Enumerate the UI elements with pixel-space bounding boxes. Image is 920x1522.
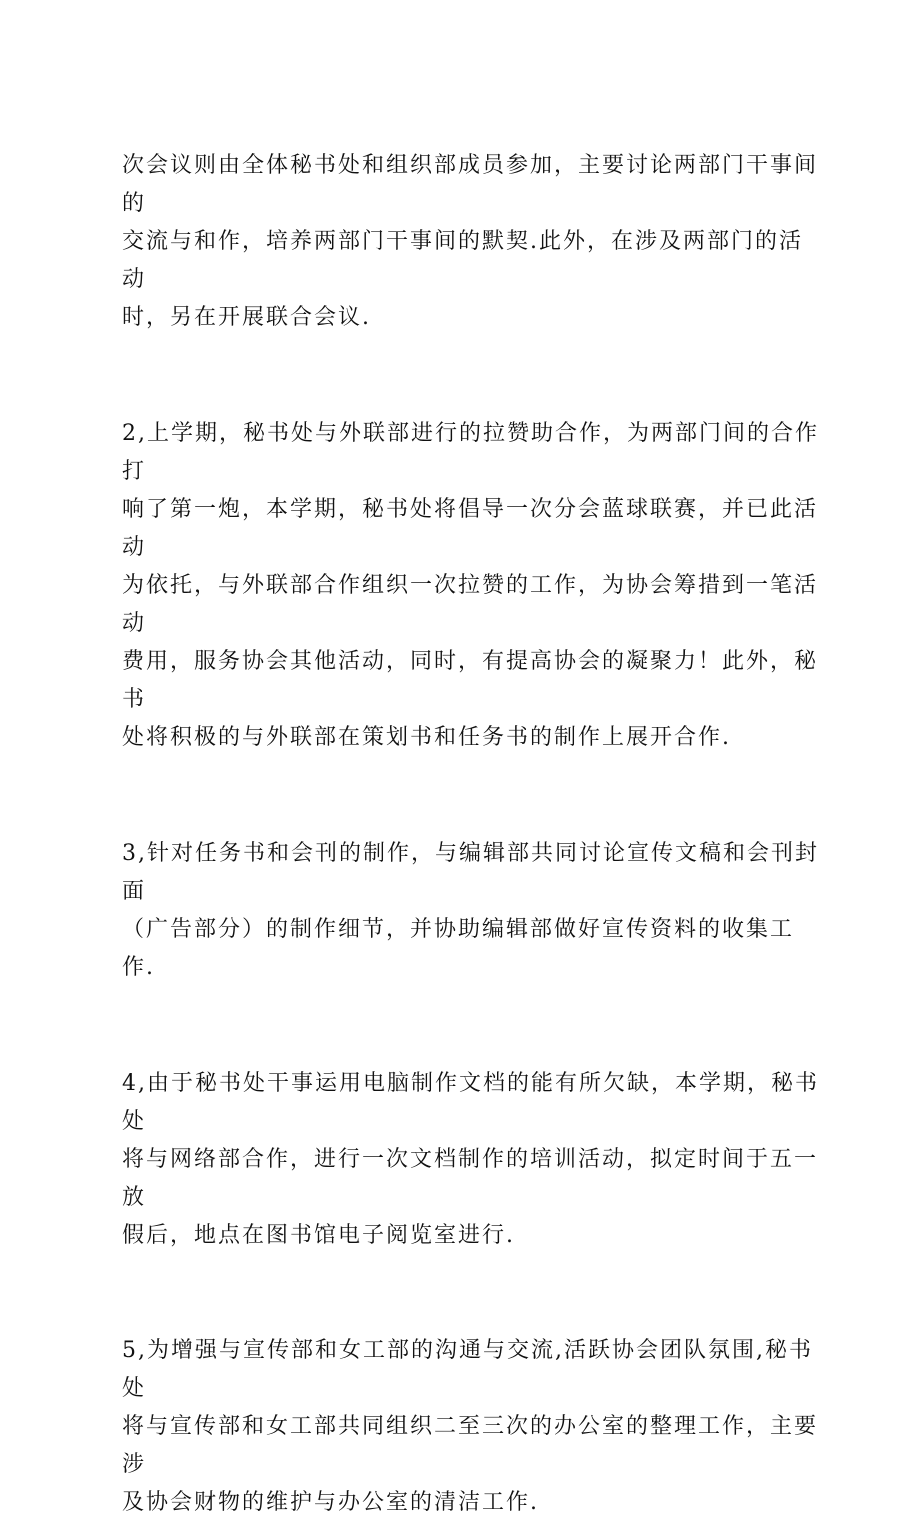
- paragraph-4: 4,由于秘书处干事运用电脑制作文档的能有所欠缺，本学期，秘书处 将与网络部合作，进行一次文档制作的培训活动，拟定时间于五一放 假后，地点在图书馆电子阅览室进行.: [122, 1071, 819, 1248]
- paragraph-gap: [122, 1255, 822, 1332]
- paragraph-gap: [122, 987, 822, 1065]
- paragraph-5: 5,为增强与宣传部和女工部的沟通与交流,活跃协会团队氛围,秘书处 将与宣传部和女工部共同组织二至三次的办公室的整理工作，主要涉 及协会财物的维护与办公室的清洁工作.: [122, 1338, 819, 1515]
- paragraph-1: 次会议则由全体秘书处和组织部成员参加，主要讨论两部门干事间的 交流与和作，培养两部门干事间的默契.此外，在涉及两部门的活动 时，另在开展联合会议.: [122, 153, 819, 330]
- paragraph-3: 3,针对任务书和会刊的制作，与编辑部共同讨论宣传文稿和会刊封面 （广告部分）的制作细节，并协助编辑部做好宣传资料的收集工作.: [122, 841, 819, 980]
- paragraph-gap: [122, 757, 822, 835]
- paragraph-2: 2,上学期，秘书处与外联部进行的拉赞助合作，为两部门间的合作打 响了第一炮，本学期，秘书处将倡导一次分会蓝球联赛，并已此活动 为依托，与外联部合作组织一次拉赞的工作，为协会筹措到一笔活动 费用，服务协会其他活动，同时，有提高协会的凝聚力！此外，秘书 处将积极的与外联部在策划书和任务书的制作上展开合作.: [122, 421, 819, 750]
- document-body: [122, 147, 822, 1522]
- paragraph-gap: [122, 337, 822, 415]
